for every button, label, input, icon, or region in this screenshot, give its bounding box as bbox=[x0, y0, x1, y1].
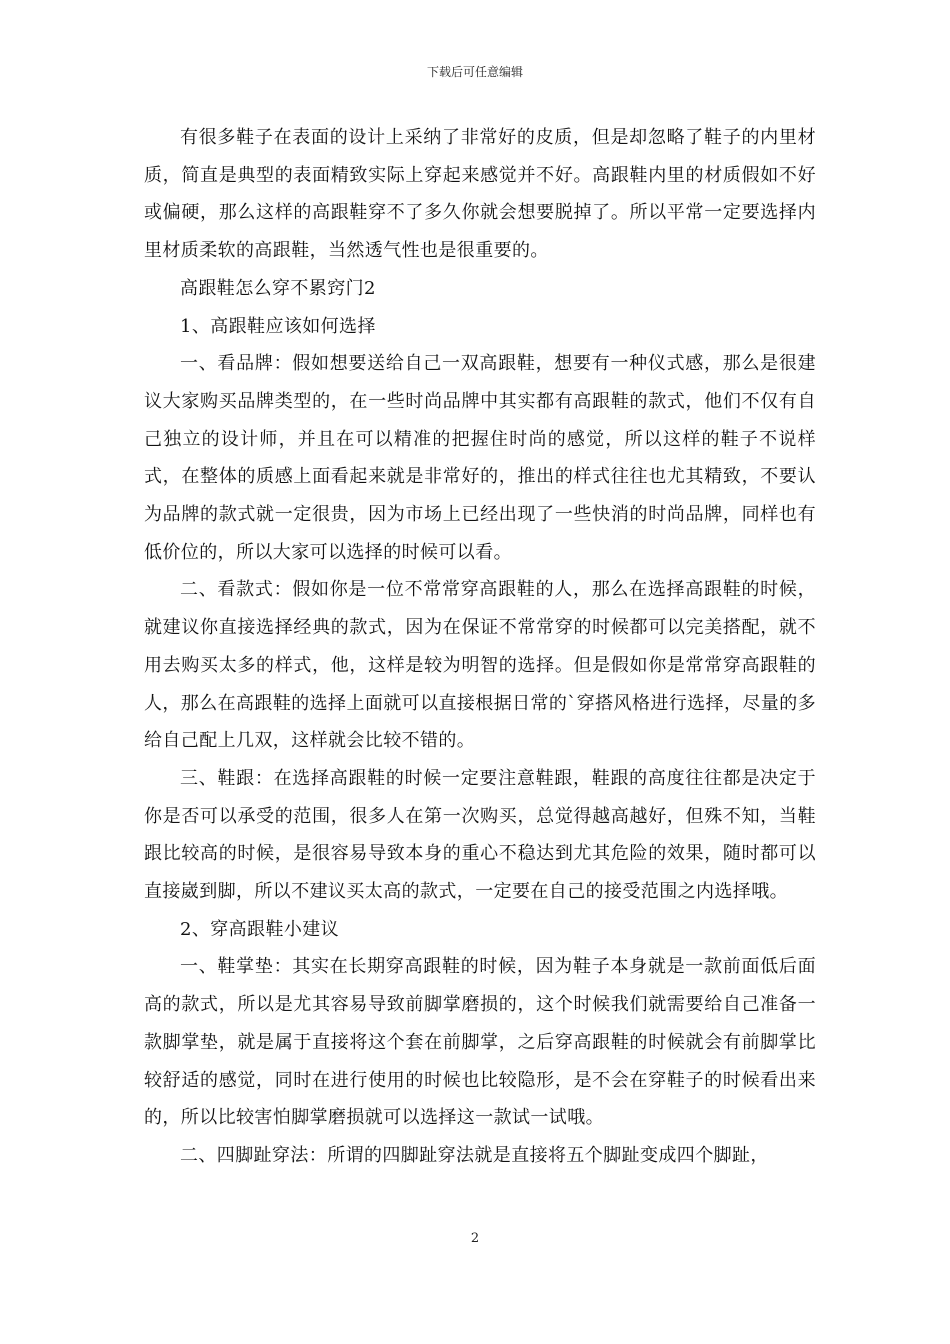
section-title-tips-2: 高跟鞋怎么穿不累窍门2 bbox=[180, 277, 376, 299]
paragraph-heel: 三、鞋跟：在选择高跟鞋的时候一定要注意鞋跟，鞋跟的高度往往都是决定于你是否可以承受的范围，很多人在第一次购买，总觉得越高越好，但殊不知，当鞋跟比较高的时候，是很容易导致本身的重心不稳达到尤其危险的效果，随时都可以直接崴到脚，所以不建议买太高的款式，一定要在自己的接受范围之内选择哦。 bbox=[144, 767, 816, 903]
paragraph-lining-material: 有很多鞋子在表面的设计上采纳了非常好的皮质，但是却忽略了鞋子的内里材质，简直是典型的表面精致实际上穿起来感觉并不好。高跟鞋内里的材质假如不好或偏硬，那么这样的高跟鞋穿不了多久你就会想要脱掉了。所以平常一定要选择内里材质柔软的高跟鞋，当然透气性也是很重要的。 bbox=[144, 127, 816, 262]
page-number: 2 bbox=[470, 1231, 480, 1246]
document-body bbox=[144, 119, 816, 1175]
paragraph-four-toe: 二、四脚趾穿法：所谓的四脚趾穿法就是直接将五个脚趾变成四个脚趾， bbox=[180, 1144, 769, 1166]
subheading-how-to-choose: 1、高跟鞋应该如何选择 bbox=[180, 315, 376, 337]
paragraph-brand: 一、看品牌：假如想要送给自己一双高跟鞋，想要有一种仪式感，那么是很建议大家购买品牌类型的，在一些时尚品牌中其实都有高跟鞋的款式，他们不仅有自己独立的设计师，并且在可以精准的把握住时尚的感觉，所以这样的鞋子不说样式，在整体的质感上面看起来就是非常好的，推出的样式往往也尤其精致，不要认为品牌的款式就一定很贵，因为市场上已经出现了一些快消的时尚品牌，同样也有低价位的，所以大家可以选择的时候可以看。 bbox=[144, 353, 816, 563]
subheading-wearing-tips: 2、穿高跟鞋小建议 bbox=[180, 918, 340, 940]
paragraph-insole: 一、鞋掌垫：其实在长期穿高跟鞋的时候，因为鞋子本身就是一款前面低后面高的款式，所以是尤其容易导致前脚掌磨损的，这个时候我们就需要给自己准备一款脚掌垫，就是属于直接将这个套在前脚掌，之后穿高跟鞋的时候就会有前脚掌比较舒适的感觉，同时在进行使用的时候也比较隐形，是不会在穿鞋子的时候看出来的，所以比较害怕脚掌磨损就可以选择这一款试一试哦。 bbox=[144, 956, 816, 1129]
page-header: 下载后可任意编辑 bbox=[426, 65, 523, 79]
paragraph-style: 二、看款式：假如你是一位不常常穿高跟鞋的人，那么在选择高跟鞋的时候，就建议你直接选择经典的款式，因为在保证不常常穿的时候都可以完美搭配，就不用去购买太多的样式，他，这样是较为明智的选择。但是假如你是常常穿高跟鞋的人，那么在高跟鞋的选择上面就可以直接根据日常的`穿搭风格进行选择，尽量的多给自己配上几双，这样就会比较不错的。 bbox=[144, 579, 816, 752]
